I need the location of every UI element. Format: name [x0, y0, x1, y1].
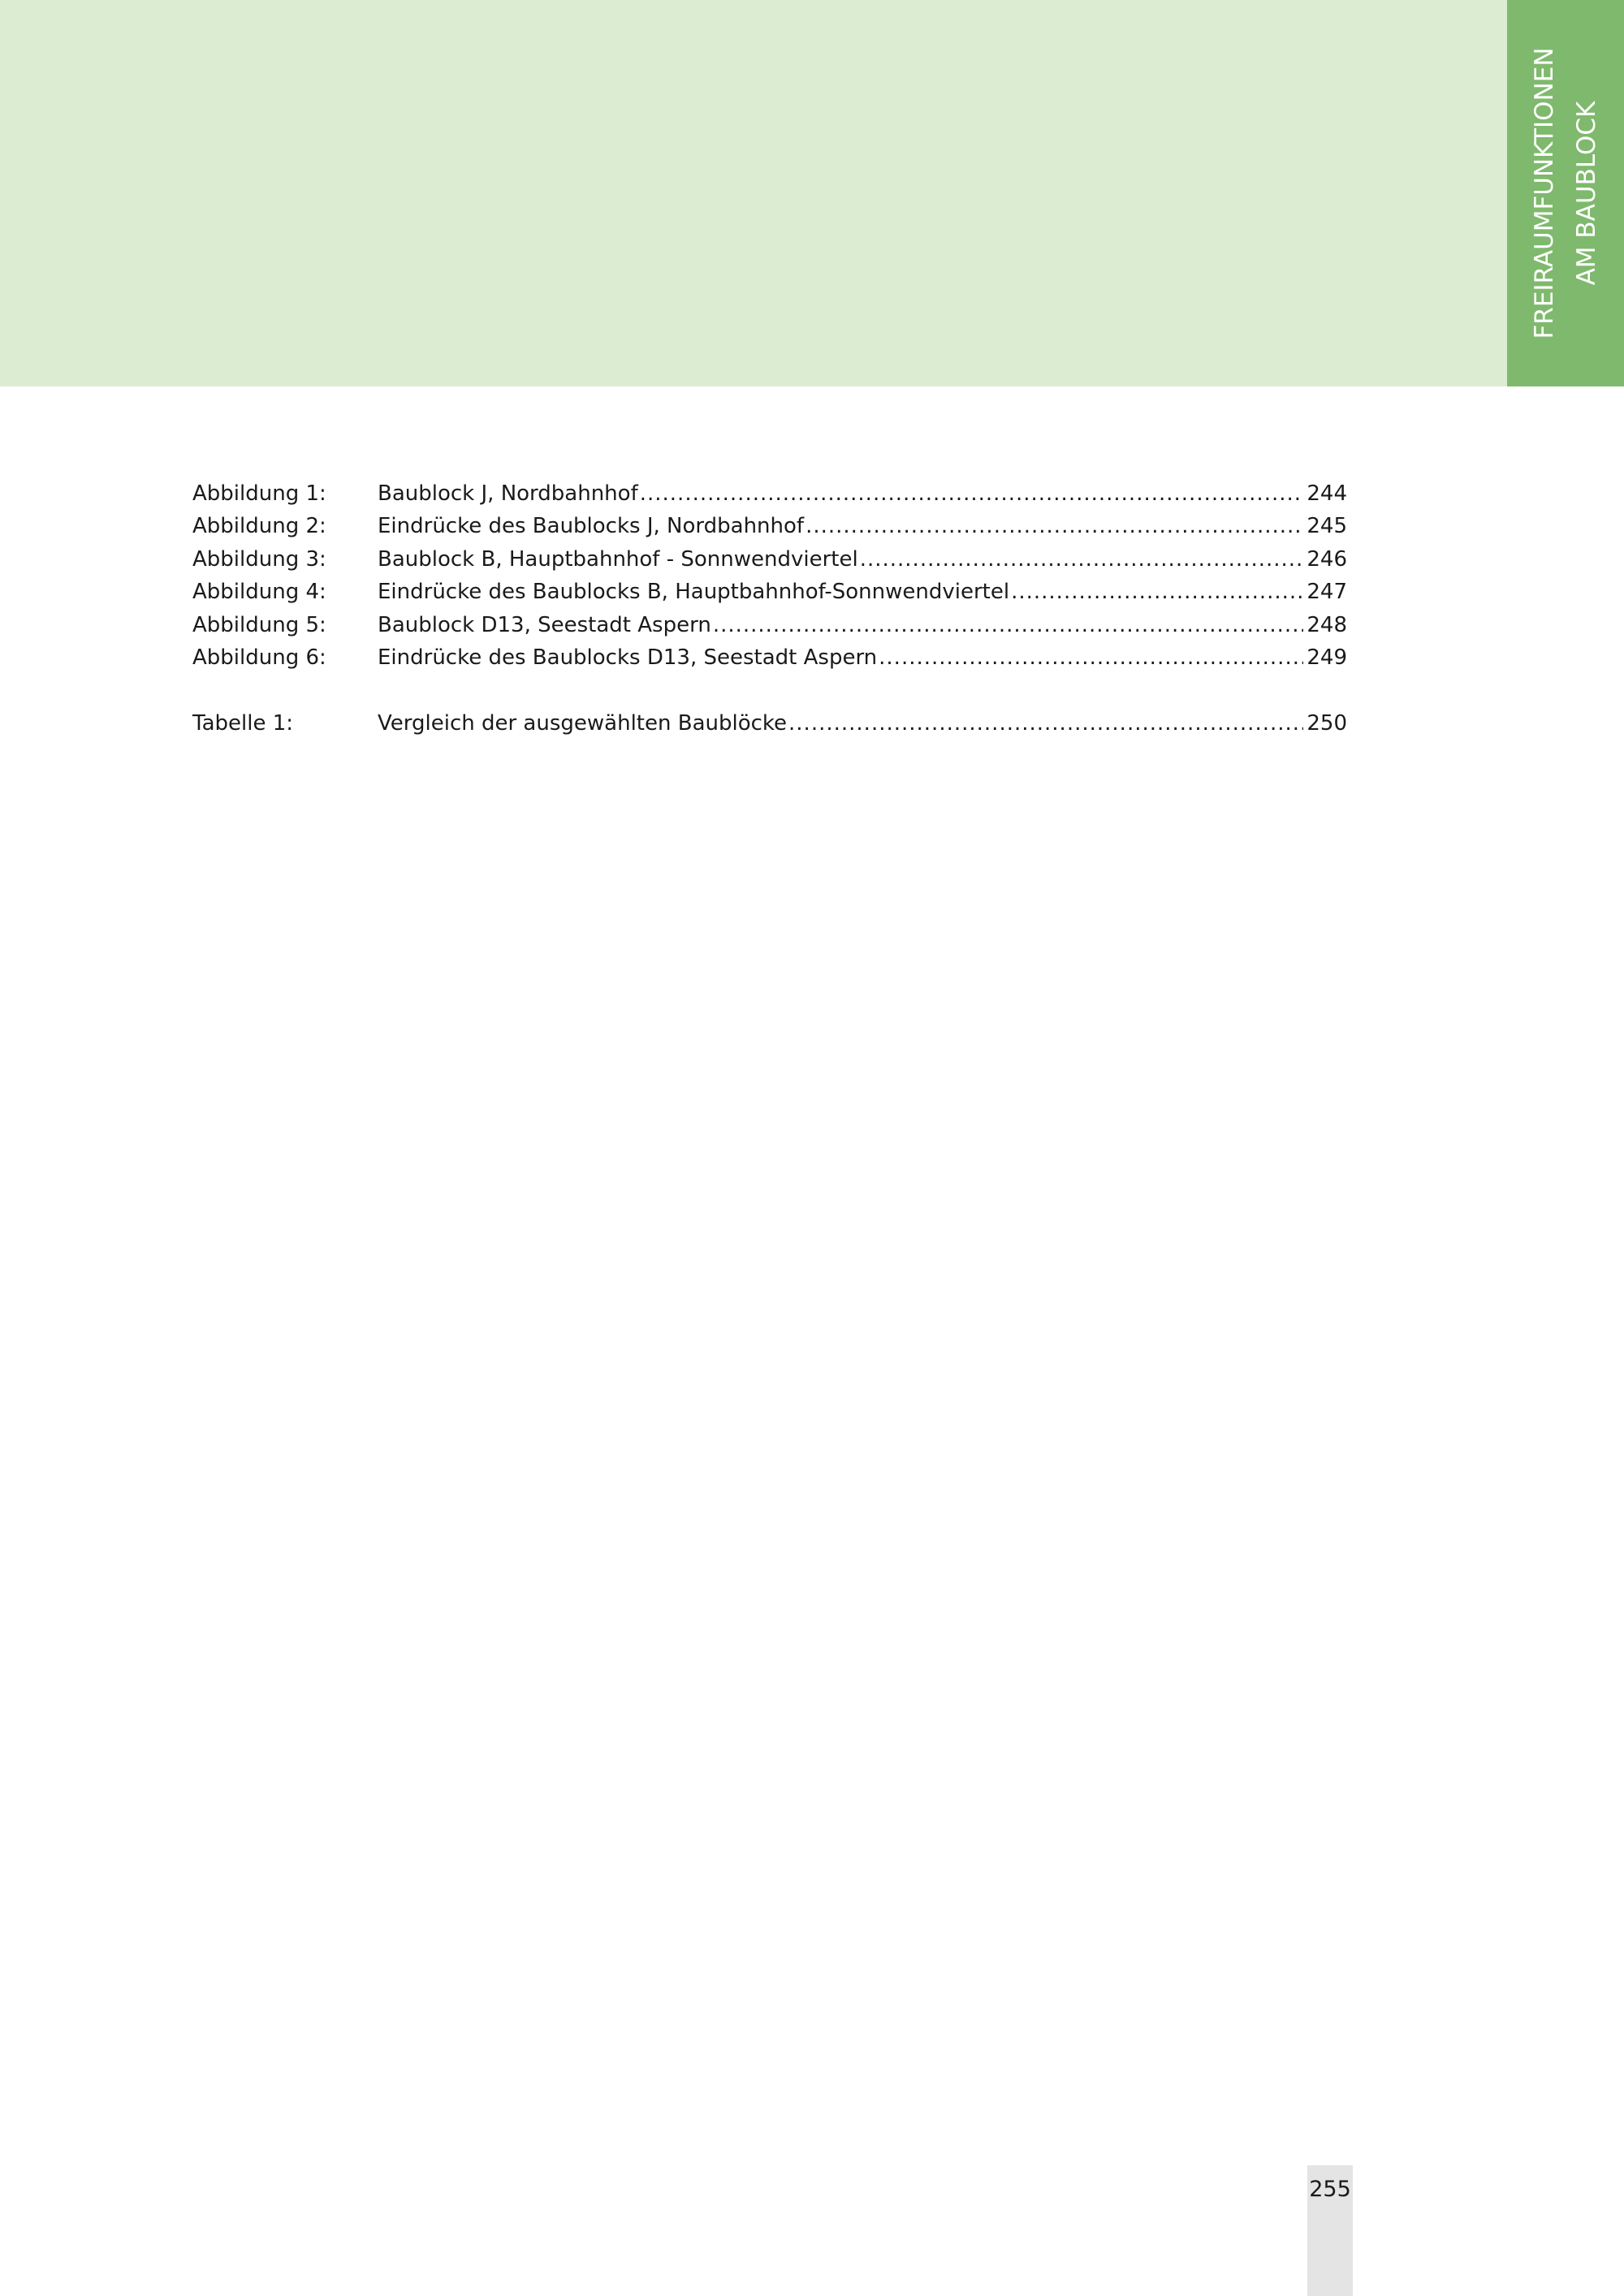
- toc-page-number: 245: [1307, 514, 1347, 539]
- toc-page-number: 246: [1307, 546, 1347, 572]
- toc-dot-leader: [1011, 576, 1303, 608]
- page-number: 255: [1309, 2177, 1351, 2202]
- toc-row-figure-3: [192, 543, 1347, 576]
- toc-dot-leader: [640, 477, 1304, 510]
- toc-label: Abbildung 5:: [192, 612, 326, 637]
- toc-row-figure-2: [192, 510, 1347, 542]
- toc-dot-leader: [788, 707, 1303, 740]
- toc-label: Abbildung 2:: [192, 514, 326, 539]
- toc-label: Abbildung 3:: [192, 546, 326, 572]
- page-number-tab: [1307, 2165, 1353, 2296]
- toc-label: Abbildung 1:: [192, 481, 326, 506]
- toc-page-number: 250: [1307, 710, 1347, 736]
- toc-entry[interactable]: [378, 543, 1347, 576]
- toc-page-number: 247: [1307, 580, 1347, 605]
- chapter-side-tab: [1507, 0, 1624, 386]
- toc-title: Baublock J, Nordbahnhof: [378, 481, 638, 506]
- chapter-title-line-2: AM BAUBLOCK: [1572, 101, 1601, 286]
- chapter-title-line-1: FREIRAUMFUNKTIONEN: [1530, 47, 1559, 339]
- toc-label: Abbildung 6:: [192, 645, 326, 670]
- toc-entry[interactable]: [378, 707, 1347, 740]
- toc-row-table-1: [192, 707, 1347, 740]
- toc-entry[interactable]: [378, 641, 1347, 674]
- toc-title: Eindrücke des Baublocks B, Hauptbahnhof-Sonnwendviertel: [378, 580, 1010, 605]
- list-of-figures-and-tables: [192, 477, 1347, 740]
- toc-entry[interactable]: [378, 510, 1347, 542]
- toc-label: Abbildung 4:: [192, 580, 326, 605]
- toc-row-figure-6: [192, 641, 1347, 674]
- toc-title: Baublock D13, Seestadt Aspern: [378, 612, 711, 637]
- toc-row-figure-5: [192, 609, 1347, 641]
- toc-title: Eindrücke des Baublocks J, Nordbahnhof: [378, 514, 805, 539]
- chapter-title: [1523, 47, 1608, 339]
- toc-dot-leader: [879, 641, 1303, 674]
- toc-title: Eindrücke des Baublocks D13, Seestadt Aspern: [378, 645, 878, 670]
- toc-entry[interactable]: [378, 576, 1347, 608]
- header-band: [0, 0, 1507, 386]
- toc-dot-leader: [806, 510, 1303, 542]
- toc-entry[interactable]: [378, 477, 1347, 510]
- toc-title: Baublock B, Hauptbahnhof - Sonnwendviertel: [378, 546, 858, 572]
- toc-dot-leader: [713, 609, 1304, 641]
- toc-entry[interactable]: [378, 609, 1347, 641]
- toc-dot-leader: [860, 543, 1304, 576]
- toc-label: Tabelle 1:: [192, 710, 294, 736]
- toc-page-number: 248: [1307, 612, 1347, 637]
- toc-page-number: 244: [1307, 481, 1347, 506]
- toc-title: Vergleich der ausgewählten Baublöcke: [378, 710, 788, 736]
- toc-row-figure-4: [192, 576, 1347, 608]
- toc-page-number: 249: [1307, 645, 1347, 670]
- toc-row-figure-1: [192, 477, 1347, 510]
